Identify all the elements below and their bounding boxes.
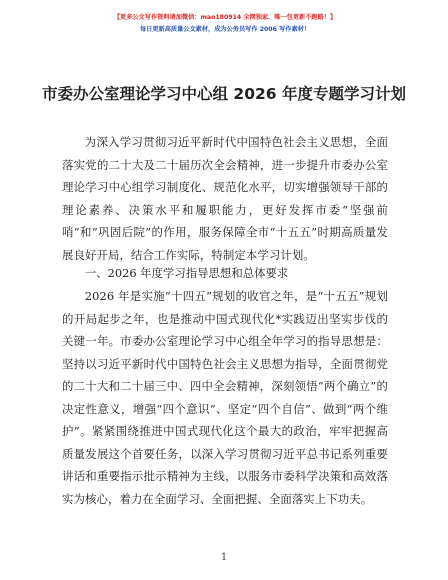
guiding-principles-paragraph: 2026 年是实施“十四五”规划的收官之年，是“十五五”规划的开局起步之年，也是推动中国式现代化*实践迈出坚实步伐的关键一年。市委办公室理论学习中心组全年学习的指导思想是：坚持以习近平新时代中国特色社会主义思想为指导，全面贯彻党的二十大和二十届三中、四中全会精神，深刻领悟“两个确立”的决定性意义，增强“四个意识”、坚定“四个自信”、做到“两个维护”。紧紧围绕推进中国式现代化这个最大的政治，牢牢把握高质量发展这个首要任务，以深入学习贯彻习近平总书记系列重要讲话和重要指示批示精神为主线，以服务市委科学决策和高效落实为核心，着力在全面学习、全面把握、全面落实上下功夫。 <box>62 289 388 506</box>
promo-banner-line-1: 【更多公文写作资料请加微信：mao180914 全网独家，唯一包更新不跑路！】 <box>113 14 337 21</box>
document-title: 市委办公室理论学习中心组 2026 年度专题学习计划 <box>42 85 406 103</box>
promo-banner-line-2: 每日更新高质量公文素材，成为公务员写作 2006 写作素材！ <box>139 26 311 33</box>
promo-banner <box>105 12 345 36</box>
section-heading-1: 一、2026 年度学习指导思想和总体要求 <box>84 266 289 280</box>
page-number: 1 <box>220 552 228 563</box>
intro-paragraph: 为深入学习贯彻习近平新时代中国特色社会主义思想，全面落实党的二十大及二十届历次全会精神，进一步提升市委办公室理论学习中心组学习制度化、规范化水平，切实增强领导干部的理论素养、决策水平和履职能力，更好发挥市委“坚强前哨”和“巩固后院”的作用，服务保障全市“十五五”时期高质量发展良好开局，结合工作实际，特制定本学习计划。 <box>62 135 388 262</box>
